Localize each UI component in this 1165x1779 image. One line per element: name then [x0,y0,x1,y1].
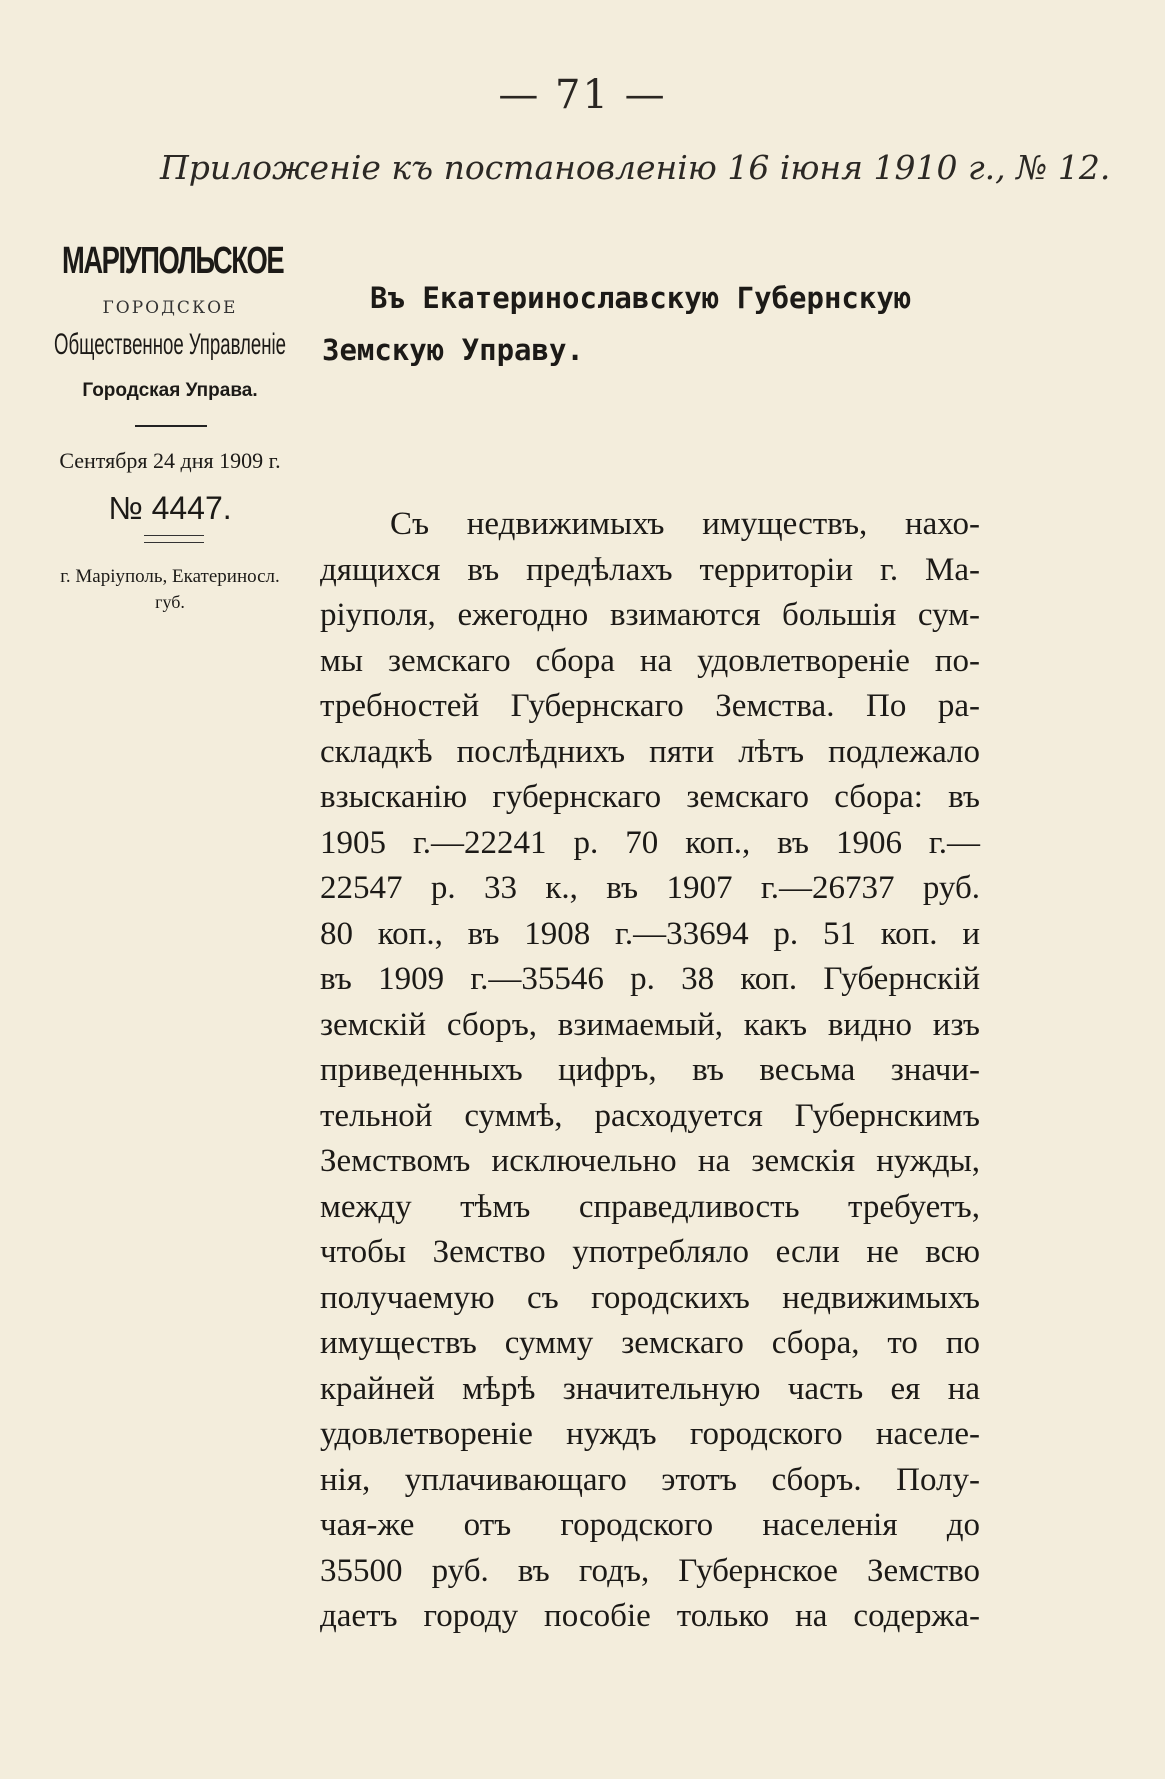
body-line: въ 1909 г.—35546 р. 38 коп. Губернскій [320,961,980,997]
body-line: земскій сборъ, взимаемый, какъ видно изъ [320,1006,980,1043]
appendix-note: Приложеніе къ постановленію 16 іюня 1910 г., № 12. [160,148,1111,187]
letter-number: № 4447. [108,490,232,526]
body-line: Земствомъ исключельно на земскія нужды, [320,1143,980,1179]
addressee [322,272,982,376]
body-line: требностей Губернскаго Земства. По ра- [320,688,980,724]
body-line: между тѣмъ справедливость требуетъ, [320,1188,980,1225]
body-line: 35500 руб. въ годъ, Губернское Земство [320,1552,980,1589]
page-number: — 71 — [498,72,667,118]
body-line: 22547 р. 33 к., въ 1907 г.—26737 руб. [320,870,980,906]
body-line: удовлетвореніе нуждъ городского населе- [320,1416,980,1452]
body-line: приведенныхъ цифръ, въ весьма значи- [320,1052,980,1088]
body-line: Съ недвижимыхъ имуществъ, нахо- [390,506,980,542]
letter-body [320,502,980,1640]
body-line: ріуполя, ежегодно взимаются большія сум- [320,597,980,633]
letterhead-uprava: Городская Управа. [82,380,258,401]
body-line: чая-же отъ городского населенія до [320,1507,980,1543]
body-line: имуществъ сумму земскаго сбора, то по [320,1325,980,1361]
letterhead-org: Общественное Управленіе [54,328,286,361]
body-line: крайней мѣрѣ значительную часть ея на [320,1370,980,1407]
letter-date: Сентября 24 дня 1909 г. [59,448,281,473]
body-line: дящихся въ предѣлахъ территоріи г. Ма- [320,551,980,588]
body-line: взысканію губернскаго земскаго сбора: въ [320,779,980,815]
body-line: мы земскаго сбора на удовлетвореніе по- [320,642,980,679]
body-line: 1905 г.—22241 р. 70 коп., въ 1906 г.— [320,824,980,861]
body-line: чтобы Земство употребляло если не всю [320,1234,980,1270]
letterhead-double-rule [144,535,204,543]
addressee-line-1: Въ Екатеринославскую Губернскую [370,281,912,315]
body-line: складкѣ послѣднихъ пяти лѣтъ подлежало [320,733,980,770]
body-line: получаемую съ городскихъ недвижимыхъ [320,1279,980,1316]
body-line: тельной суммѣ, расходуется Губернскимъ [320,1097,980,1134]
body-line: 80 коп., въ 1908 г.—33694 р. 51 коп. и [320,915,980,952]
letterhead-city: МАРІУПОЛЬСКОЕ [61,240,284,282]
addressee-line-2: Земскую Управу. [322,333,584,367]
letterhead-rule [135,425,207,427]
body-line: нія, уплачивающаго этотъ сборъ. Полу- [320,1461,980,1498]
letter-location: г. Маріуполь, Екатериносл. [60,566,280,587]
letter-location-gub: губ. [155,592,185,612]
letterhead-sub: ГОРОДСКОЕ [102,298,238,318]
body-line: даетъ городу пособіе только на содержа- [320,1598,980,1634]
